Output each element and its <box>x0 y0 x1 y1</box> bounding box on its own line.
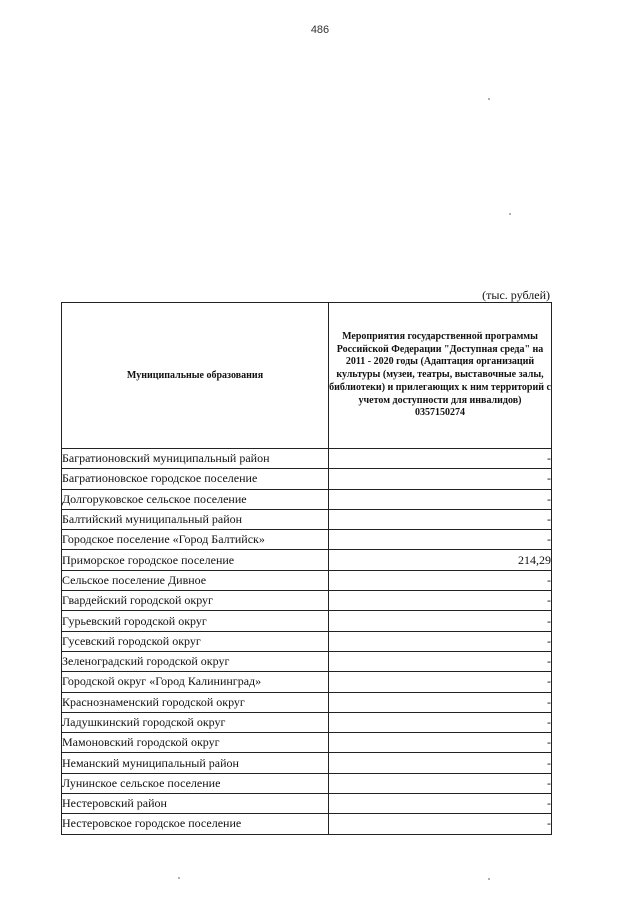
table-row <box>62 794 552 814</box>
table-row <box>62 469 552 489</box>
row-municipality-name: Гусевский городской округ <box>62 631 329 651</box>
table-row <box>62 509 552 529</box>
row-amount: - <box>329 591 552 611</box>
row-municipality-name: Ладушкинский городской округ <box>62 712 329 732</box>
column-header-municipalities: Муниципальные образования <box>62 303 329 449</box>
units-note: (тыс. рублей) <box>482 288 550 302</box>
row-amount: - <box>329 631 552 651</box>
row-municipality-name: Неманский муниципальный район <box>62 753 329 773</box>
row-amount: - <box>329 570 552 590</box>
column-header-program <box>329 303 552 449</box>
scan-speck <box>488 98 490 100</box>
column-header-program-text: Мероприятия государственной программы Российской Федерации "Доступная среда" на 2011 - 2020 годы (Адаптация организаций культуры (музеи, театры, выставочные залы, библиотеки) и прилегающих к ним территорий с учетом доступности для инвалидов) <box>329 330 551 406</box>
table-row <box>62 773 552 793</box>
scan-speck <box>509 213 511 215</box>
row-municipality-name: Городское поселение «Город Балтийск» <box>62 530 329 550</box>
row-municipality-name: Зеленоградский городской округ <box>62 651 329 671</box>
table-row <box>62 591 552 611</box>
column-header-program-code: 0357150274 <box>415 407 465 419</box>
table-row <box>62 712 552 732</box>
table-row <box>62 672 552 692</box>
table-header-row <box>62 303 552 449</box>
scan-speck <box>488 878 490 880</box>
table-row <box>62 631 552 651</box>
row-municipality-name: Мамоновский городской округ <box>62 733 329 753</box>
row-amount: - <box>329 773 552 793</box>
row-amount: - <box>329 692 552 712</box>
row-municipality-name: Балтийский муниципальный район <box>62 509 329 529</box>
table-row <box>62 753 552 773</box>
row-amount: - <box>329 672 552 692</box>
table-body <box>62 449 552 835</box>
row-municipality-name: Приморское городское поселение <box>62 550 329 570</box>
row-municipality-name: Нестеровский район <box>62 794 329 814</box>
row-amount: 214,29 <box>329 550 552 570</box>
row-amount: - <box>329 814 552 834</box>
table-row <box>62 570 552 590</box>
row-municipality-name: Долгоруковское сельское поселение <box>62 489 329 509</box>
budget-table <box>61 302 552 835</box>
row-municipality-name: Лунинское сельское поселение <box>62 773 329 793</box>
row-amount: - <box>329 651 552 671</box>
row-amount: - <box>329 712 552 732</box>
scan-speck <box>178 877 180 879</box>
table-row <box>62 733 552 753</box>
row-municipality-name: Гурьевский городской округ <box>62 611 329 631</box>
table-row <box>62 449 552 469</box>
row-amount: - <box>329 733 552 753</box>
row-municipality-name: Багратионовский муниципальный район <box>62 449 329 469</box>
table-row <box>62 611 552 631</box>
table-row <box>62 692 552 712</box>
row-municipality-name: Краснознаменский городской округ <box>62 692 329 712</box>
row-amount: - <box>329 489 552 509</box>
row-amount: - <box>329 509 552 529</box>
table-row <box>62 550 552 570</box>
table-row <box>62 489 552 509</box>
row-amount: - <box>329 794 552 814</box>
row-municipality-name: Гвардейский городской округ <box>62 591 329 611</box>
table-row <box>62 814 552 834</box>
table-row <box>62 530 552 550</box>
page-number: 486 <box>310 24 330 36</box>
row-amount: - <box>329 611 552 631</box>
table-row <box>62 651 552 671</box>
row-amount: - <box>329 449 552 469</box>
row-municipality-name: Сельское поселение Дивное <box>62 570 329 590</box>
row-municipality-name: Нестеровское городское поселение <box>62 814 329 834</box>
row-amount: - <box>329 530 552 550</box>
row-amount: - <box>329 469 552 489</box>
row-municipality-name: Багратионовское городское поселение <box>62 469 329 489</box>
row-amount: - <box>329 753 552 773</box>
row-municipality-name: Городской округ «Город Калининград» <box>62 672 329 692</box>
